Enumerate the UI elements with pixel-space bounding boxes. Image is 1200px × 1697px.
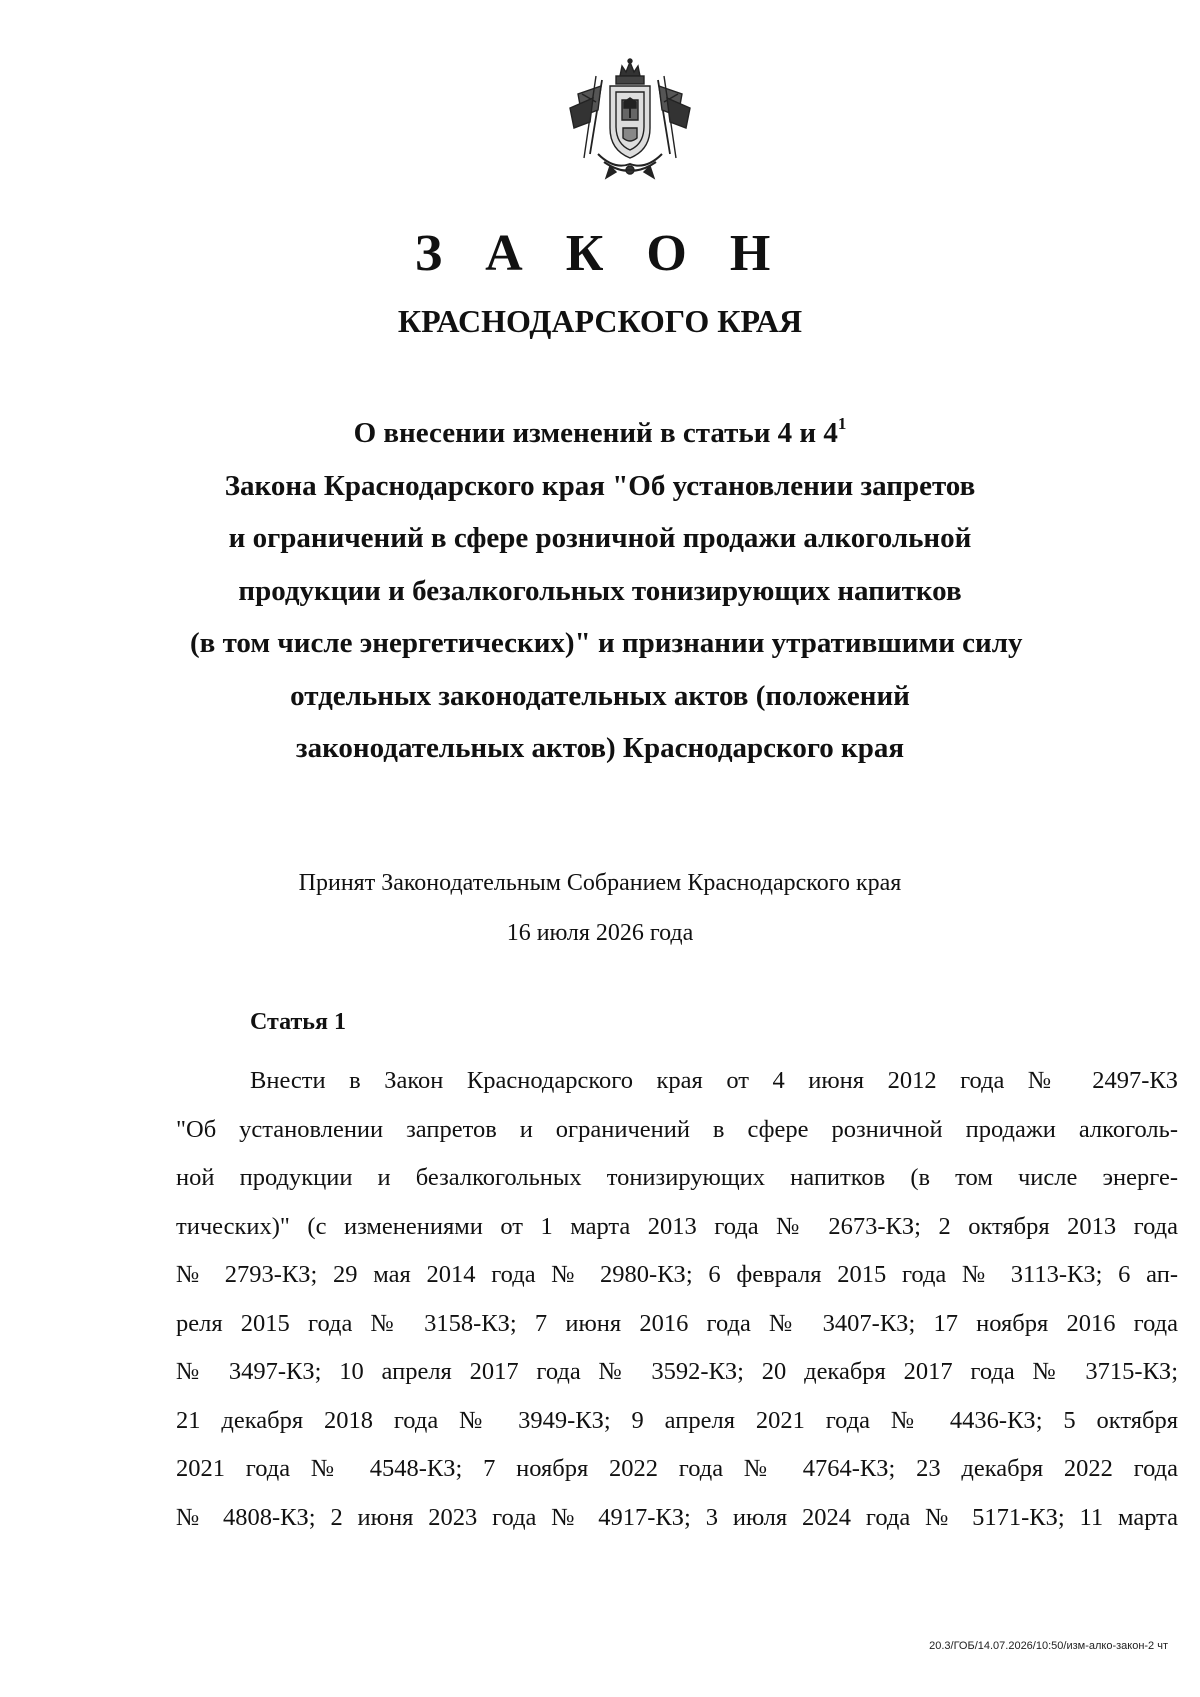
article-line: № 4808-КЗ; 2 июня 2023 года № 4917-КЗ; 3 июля 2024 года № 5171-КЗ; 11 марта: [176, 1503, 1178, 1531]
heading-line: продукции и безалкогольных тонизирующих напитков: [238, 574, 962, 607]
article-line: № 2793-КЗ; 29 мая 2014 года № 2980-КЗ; 6 февраля 2015 года № 3113-КЗ; 6 ап-: [176, 1261, 1178, 1288]
adoption-info: [0, 858, 1200, 958]
heading-line: (в том числе энергетических)" и признании утратившими силу: [190, 627, 1023, 659]
article-body: [176, 1057, 1178, 1542]
article-line: тических)" (с изменениями от 1 марта 2013 года № 2673-КЗ; 2 октября 2013 года: [176, 1212, 1178, 1240]
law-subtitle: КРАСНОДАРСКОГО КРАЯ: [397, 303, 803, 339]
heading-line: Закона Краснодарского края "Об установлении запретов: [224, 469, 976, 502]
article-line: 2021 года № 4548-КЗ; 7 ноября 2022 года № 4764-КЗ; 23 декабря 2022 года: [176, 1455, 1178, 1482]
article-line: реля 2015 года № 3158-КЗ; 7 июня 2016 года № 3407-КЗ; 17 ноября 2016 года: [176, 1309, 1178, 1337]
adoption-line: Принят Законодательным Собранием Краснодарского края: [298, 870, 902, 896]
law-heading: [190, 407, 1023, 775]
article-line: "Об установлении запретов и ограничений в сфере розничной продажи алкоголь-: [176, 1115, 1178, 1143]
article-line: № 3497-КЗ; 10 апреля 2017 года № 3592-КЗ; 20 декабря 2017 года № 3715-КЗ;: [176, 1358, 1178, 1385]
heading-line: законодательных актов) Краснодарского края: [295, 732, 905, 764]
law-title: З А К О Н: [414, 225, 786, 282]
heading-line: отдельных законодательных актов (положений: [290, 679, 910, 712]
coat-of-arms-icon: [560, 58, 700, 188]
article-line: ной продукции и безалкогольных тонизирующих напитков (в том числе энерге-: [176, 1164, 1178, 1191]
adoption-date: 16 июля 2026 года: [506, 920, 694, 946]
heading-line-text: О внесении изменений в статьи 4 и 4: [353, 417, 838, 449]
heading-line: и ограничений в сфере розничной продажи алкогольной: [228, 522, 972, 554]
article-line: Внести в Закон Краснодарского края от 4 июня 2012 года № 2497-КЗ: [250, 1067, 1178, 1094]
heading-line: [190, 407, 1010, 460]
heading-superscript: 1: [837, 414, 847, 433]
article-title: Статья 1: [250, 1009, 346, 1035]
document-footer-code: 20.3/ГОБ/14.07.2026/10:50/изм-алко-закон-2 чт: [929, 1640, 1168, 1652]
article-line: 21 декабря 2018 года № 3949-КЗ; 9 апреля 2021 года № 4436-КЗ; 5 октября: [176, 1406, 1178, 1434]
